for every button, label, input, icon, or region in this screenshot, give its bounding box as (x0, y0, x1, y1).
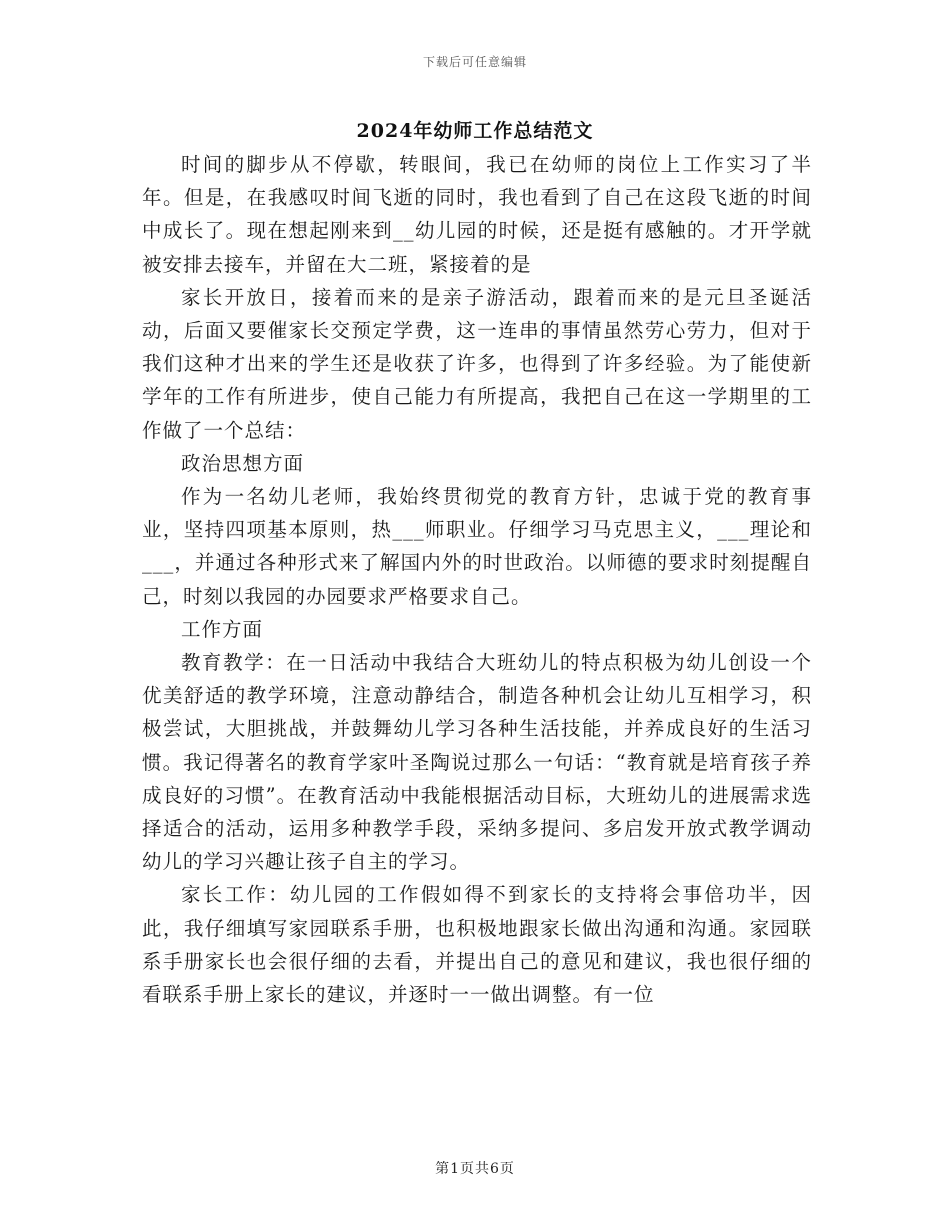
paragraph-events: 家长开放日，接着而来的是亲子游活动，跟着而来的是元旦圣诞活动，后面又要催家长交预定学费，这一连串的事情虽然劳心劳力，但对于我们这种才出来的学生还是收获了许多，也得到了许多经验。为了能使新学年的工作有所进步，使自己能力有所提高，我把自己在这一学期里的工作做了一个总结： (142, 285, 812, 442)
paragraph-intro: 时间的脚步从不停歇，转眼间，我已在幼师的岗位上工作实习了半年。但是，在我感叹时间飞逝的同时，我也看到了自己在这段飞逝的时间中成长了。现在想起刚来到__幼儿园的时候，还是挺有感触的。才开学就被安排去接车，并留在大二班，紧接着的是 (142, 153, 812, 276)
document-title: 2024年幼师工作总结范文 (356, 120, 594, 142)
section-heading-political: 政治思想方面 (181, 451, 305, 475)
paragraph-political: 作为一名幼儿老师，我始终贯彻党的教育方针，忠诚于党的教育事业，坚持四项基本原则，热___师职业。仔细学习马克思主义，___理论和___，并通过各种形式来了解国内外的时世政治。以师德的要求时刻提醒自己，时刻以我园的办园要求严格要求自己。 (142, 485, 812, 608)
page-number: 第1页共6页 (435, 1161, 515, 1177)
document-body (142, 148, 812, 1011)
paragraph-teaching: 教育教学：在一日活动中我结合大班幼儿的特点积极为幼儿创设一个优美舒适的教学环境，注意动静结合，制造各种机会让幼儿互相学习，积极尝试，大胆挑战，并鼓舞幼儿学习各种生活技能，并养成良好的生活习惯。我记得著名的教育学家叶圣陶说过那么一句话：“教育就是培育孩子养成良好的习惯”。在教育活动中我能根据活动目标，大班幼儿的进展需求选择适合的活动，运用多种教学手段，采纳多提问、多启发开放式教学调动幼儿的学习兴趣让孩子自主的学习。 (142, 651, 812, 874)
paragraph-parents: 家长工作：幼儿园的工作假如得不到家长的支持将会事倍功半，因此，我仔细填写家园联系手册，也积极地跟家长做出沟通和沟通。家园联系手册家长也会很仔细的去看，并提出自己的意见和建议，我也很仔细的看联系手册上家长的建议，并逐时一一做出调整。有一位 (142, 883, 812, 1007)
header-note: 下载后可任意编辑 (422, 55, 527, 69)
section-heading-work: 工作方面 (181, 617, 264, 641)
